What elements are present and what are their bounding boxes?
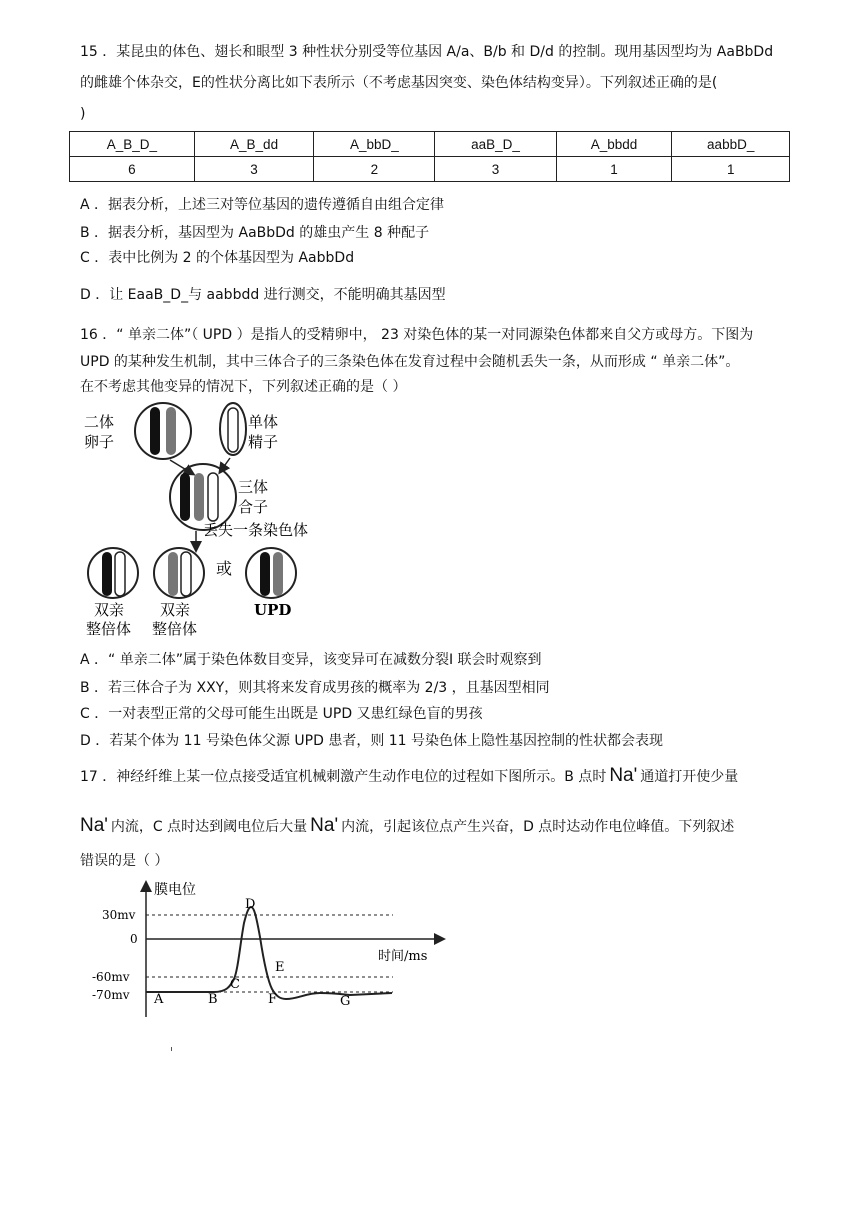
point-label: E xyxy=(275,960,285,975)
q17-stem-line2 xyxy=(80,816,734,837)
bottom2-label-2: 整倍体 xyxy=(152,620,198,638)
y-tick-label: 30mv xyxy=(102,908,136,922)
loss-arrow-label: 丢失一条染色体 xyxy=(203,521,309,539)
table-header-cell: A_bbdd xyxy=(556,132,672,157)
q15-stem-line1: 15 ．某昆虫的体色、翅长和眼型 3 种性状分别受等位基因 A/a、B/b 和 D/d 的控制。现用基因型均为 AaBbDd xyxy=(80,44,774,60)
upd-label: UPD xyxy=(254,601,292,619)
table-cell: 2 xyxy=(314,157,435,182)
q17-stem-part4: 内流，引起该位点产生兴奋，D 点时达动作电位峰值。下列叙述 xyxy=(341,819,735,835)
q16-stem-line1: 16 ．“ 单亲二体”（ UPD ）是指人的受精卵中， 23 对染色体的某一对同源染色体都来自父方或母方。下图为 xyxy=(80,327,754,343)
table-header-cell: A_B_dd xyxy=(194,132,313,157)
biparental-euploid-cell-1 xyxy=(86,548,138,638)
bottom1-label-1: 双亲 xyxy=(94,601,125,619)
point-label: A xyxy=(154,992,164,1007)
table-header-cell: aabbD_ xyxy=(672,132,790,157)
table-header-cell: A_B_D_ xyxy=(70,132,195,157)
membrane-potential-curve xyxy=(146,907,392,999)
table-header-cell: A_bbD_ xyxy=(314,132,435,157)
q15-option-a: A ．据表分析，上述三对等位基因的遗传遵循自由组合定律 xyxy=(80,197,445,213)
q17-stem-line1 xyxy=(80,766,738,787)
point-label: G xyxy=(340,994,351,1009)
biparental-euploid-cell-2 xyxy=(152,548,204,638)
or-label: 或 xyxy=(216,559,233,578)
na-ion-label: Na' xyxy=(80,815,108,836)
q16-stem-line2: UPD 的某种发生机制，其中三体合子的三条染色体在发育过程中会随机丢失一条，从而形成 “ 单亲二体”。 xyxy=(80,354,740,370)
na-ion-label: Na' xyxy=(310,815,339,836)
egg-label-1: 二体 xyxy=(84,413,115,431)
q15-stem-line3: ) xyxy=(80,106,86,122)
q16-stem-line3: 在不考虑其他变异的情况下，下列叙述正确的是（ ） xyxy=(80,379,407,395)
table-cell: 3 xyxy=(194,157,313,182)
q15-option-b: B ．据表分析，基因型为 AaBbDd 的雄虫产生 8 种配子 xyxy=(80,225,430,241)
table-cell: 6 xyxy=(70,157,195,182)
point-label: D xyxy=(245,897,256,912)
zygote-label-2: 合子 xyxy=(238,498,269,516)
diploid-egg-cell xyxy=(84,403,191,459)
haploid-sperm-cell xyxy=(220,403,278,455)
point-label: C xyxy=(230,977,240,992)
q16-option-a: A ．“ 单亲二体”属于染色体数目变异，该变异可在减数分裂Ⅰ 联会时观察到 xyxy=(80,652,542,668)
table-row xyxy=(70,157,790,182)
q15-stem-line2: 的雌雄个体杂交，E的性状分离比如下表所示（不考虑基因突变、染色体结构变异）。下列叙述正确的是( xyxy=(80,75,718,91)
table-cell: 1 xyxy=(672,157,790,182)
q15-option-d: D ．让 EaaB_D_与 aabbdd 进行测交，不能明确其基因型 xyxy=(80,287,446,303)
q16-option-b: B ．若三体合子为 XXY，则其将来发育成男孩的概率为 2/3 ，且基因型相同 xyxy=(80,680,550,696)
zygote-label-1: 三体 xyxy=(238,478,269,496)
egg-label-2: 卵子 xyxy=(84,433,115,451)
q15-ratio-table xyxy=(69,131,790,182)
q17-stem-line3: 错误的是（ ） xyxy=(80,853,169,869)
stray-mark xyxy=(171,1047,172,1051)
point-label: B xyxy=(208,992,218,1007)
point-label: F xyxy=(268,992,278,1007)
q17-stem-part3: 内流，C 点时达到阈电位后大量 xyxy=(110,819,308,835)
upd-mechanism-figure xyxy=(80,400,330,645)
table-row xyxy=(70,132,790,157)
y-tick-label: 0 xyxy=(130,932,138,946)
bottom1-label-2: 整倍体 xyxy=(86,620,132,638)
table-header-cell: aaB_D_ xyxy=(435,132,556,157)
y-tick-label: -70mv xyxy=(92,988,130,1002)
q17-stem-part1: 17 ．神经纤维上某一位点接受适宜机械刺激产生动作电位的过程如下图所示。B 点时 xyxy=(80,769,607,785)
bottom2-label-1: 双亲 xyxy=(160,601,191,619)
sperm-label-2: 精子 xyxy=(248,433,279,451)
na-ion-label: Na' xyxy=(609,765,638,786)
y-tick-label: -60mv xyxy=(92,970,130,984)
sperm-label-1: 单体 xyxy=(248,413,279,431)
q15-option-c: C ．表中比例为 2 的个体基因型为 AabbDd xyxy=(80,250,355,266)
table-cell: 1 xyxy=(556,157,672,182)
action-potential-graph xyxy=(88,875,458,1025)
x-axis-label: 时间/ms xyxy=(378,949,428,964)
q17-stem-part2: 通道打开使少量 xyxy=(640,769,739,785)
table-cell: 3 xyxy=(435,157,556,182)
q16-option-c: C ．一对表型正常的父母可能生出既是 UPD 又患红绿色盲的男孩 xyxy=(80,706,483,722)
q16-option-d: D ．若某个体为 11 号染色体父源 UPD 患者，则 11 号染色体上隐性基因控制的性状都会表现 xyxy=(80,733,664,749)
upd-cell xyxy=(246,548,296,619)
y-axis-label: 膜电位 xyxy=(154,882,196,898)
